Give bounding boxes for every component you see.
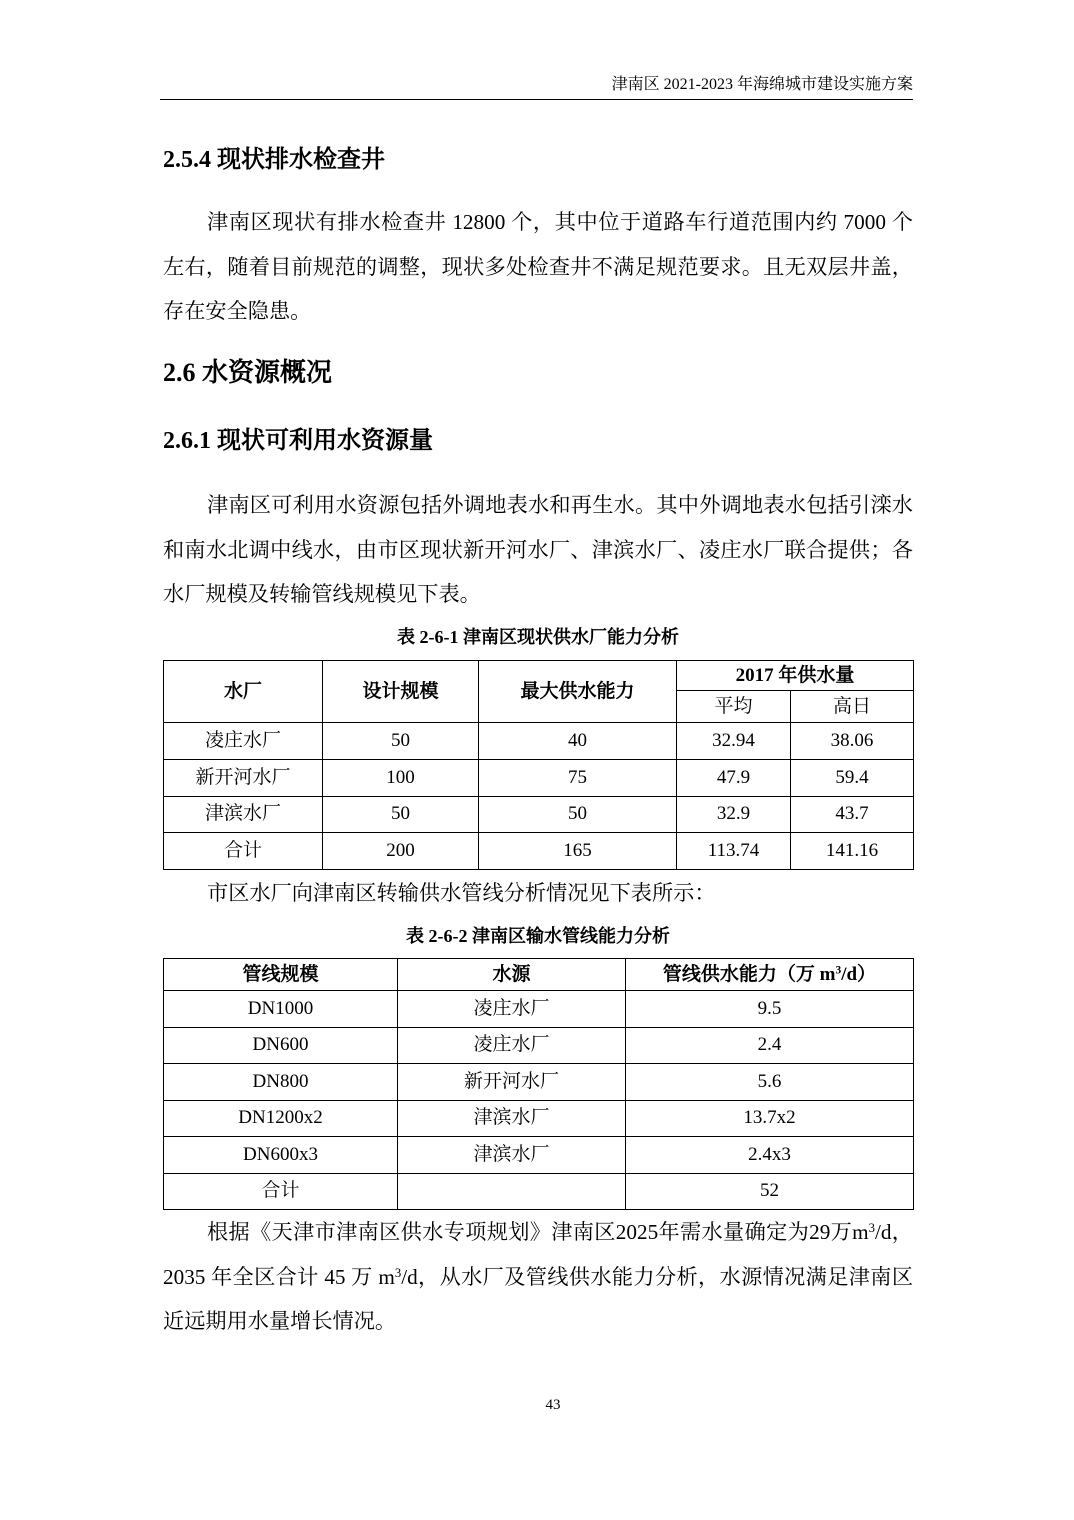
table-row <box>164 1137 914 1174</box>
table-cell: 50 <box>323 723 479 760</box>
header-average: 平均 <box>677 691 791 723</box>
table-total-row <box>164 833 914 870</box>
water-plant-capacity-table <box>163 660 914 870</box>
table-row <box>164 759 914 796</box>
table-cell: DN1200x2 <box>164 1100 398 1137</box>
table-cell: 113.74 <box>677 833 791 870</box>
table-cell: 47.9 <box>677 759 791 796</box>
header-peak-day: 高日 <box>791 691 914 723</box>
section-heading-2-6-1: 2.6.1 现状可利用水资源量 <box>163 428 433 454</box>
header-max-capacity: 最大供水能力 <box>479 661 677 723</box>
table-cell: 75 <box>479 759 677 796</box>
table-cell: 9.5 <box>626 991 914 1028</box>
header-design-scale: 设计规模 <box>323 661 479 723</box>
table-cell: DN1000 <box>164 991 398 1028</box>
table1-caption: 表 2-6-1 津南区现状供水厂能力分析 <box>397 627 679 647</box>
table-cell: DN800 <box>164 1064 398 1101</box>
table-cell: 2.4x3 <box>626 1137 914 1174</box>
table-row <box>164 1100 914 1137</box>
table-cell: 40 <box>479 723 677 760</box>
table-cell: 13.7x2 <box>626 1100 914 1137</box>
table-cell: 津滨水厂 <box>398 1100 626 1137</box>
table2-caption: 表 2-6-2 津南区输水管线能力分析 <box>406 926 670 946</box>
table-cell: 43.7 <box>791 796 914 833</box>
table-cell: 合计 <box>164 1173 398 1210</box>
table-cell: 2.4 <box>626 1027 914 1064</box>
table-header-row <box>164 661 914 691</box>
running-header: 津南区 2021-2023 年海绵城市建设实施方案 <box>160 74 913 100</box>
table-cell: 200 <box>323 833 479 870</box>
superscript: 3 <box>835 964 842 977</box>
table-cell: 141.16 <box>791 833 914 870</box>
header-capacity-prefix: 管线供水能力（万 m <box>662 963 836 985</box>
paragraph-inspection-wells: 津南区现状有排水检查井 12800 个，其中位于道路车行道范围内约 7000 个左右，随着目前规范的调整，现状多处检查井不满足规范要求。且无双层井盖，存在安全隐患。 <box>163 210 913 323</box>
superscript: 3 <box>868 1221 875 1236</box>
header-capacity-suffix: /d） <box>841 963 877 985</box>
header-source: 水源 <box>398 959 626 991</box>
table-total-row <box>164 1173 914 1210</box>
section-heading-2-5-4: 2.5.4 现状排水检查井 <box>163 147 385 173</box>
table-cell: 100 <box>323 759 479 796</box>
superscript: 3 <box>394 1265 402 1280</box>
table-cell: 50 <box>479 796 677 833</box>
paragraph-water-resources: 津南区可利用水资源包括外调地表水和再生水。其中外调地表水包括引滦水和南水北调中线水，由市区现状新开河水厂、津滨水厂、凌庄水厂联合提供；各水厂规模及转输管线规模见下表。 <box>163 493 913 606</box>
table-cell: 165 <box>479 833 677 870</box>
table2-intro: 市区水厂向津南区转输供水管线分析情况见下表所示： <box>207 881 716 905</box>
table-cell: 32.9 <box>677 796 791 833</box>
table-cell: DN600x3 <box>164 1137 398 1174</box>
table-cell: DN600 <box>164 1027 398 1064</box>
table-cell: 59.4 <box>791 759 914 796</box>
table-row <box>164 1027 914 1064</box>
table-cell: 50 <box>323 796 479 833</box>
table-cell: 津滨水厂 <box>164 796 323 833</box>
table-cell <box>398 1173 626 1210</box>
table-cell: 津滨水厂 <box>398 1137 626 1174</box>
table-row <box>164 991 914 1028</box>
pipeline-capacity-table <box>163 958 914 1210</box>
section-heading-2-6: 2.6 水资源概况 <box>163 358 333 387</box>
table-header-row <box>164 959 914 991</box>
conclusion-text: /d，从水厂及管线供水能力分析，水源情况满足津南区近远期用水量增长情况。 <box>163 1264 914 1333</box>
header-plant: 水厂 <box>164 661 323 723</box>
table-cell: 5.6 <box>626 1064 914 1101</box>
table-cell: 合计 <box>164 833 323 870</box>
table-row <box>164 723 914 760</box>
table-row <box>164 1064 914 1101</box>
table-cell: 38.06 <box>791 723 914 760</box>
table-row <box>164 796 914 833</box>
table-cell: 凌庄水厂 <box>398 991 626 1028</box>
table-cell: 32.94 <box>677 723 791 760</box>
page-number: 43 <box>545 1397 561 1413</box>
header-capacity <box>626 959 914 991</box>
conclusion-text: /d，2035 年全区合计 45 万 m <box>163 1220 913 1289</box>
table-cell: 新开河水厂 <box>398 1064 626 1101</box>
conclusion-text: 根据《天津市津南区供水专项规划》津南区2025年需水量确定为29万m <box>207 1220 869 1244</box>
table-cell: 新开河水厂 <box>164 759 323 796</box>
table-cell: 凌庄水厂 <box>398 1027 626 1064</box>
table-cell: 52 <box>626 1173 914 1210</box>
paragraph-conclusion <box>163 1210 913 1344</box>
header-supply-2017: 2017 年供水量 <box>677 661 914 691</box>
table-cell: 凌庄水厂 <box>164 723 323 760</box>
header-pipe-scale: 管线规模 <box>164 959 398 991</box>
